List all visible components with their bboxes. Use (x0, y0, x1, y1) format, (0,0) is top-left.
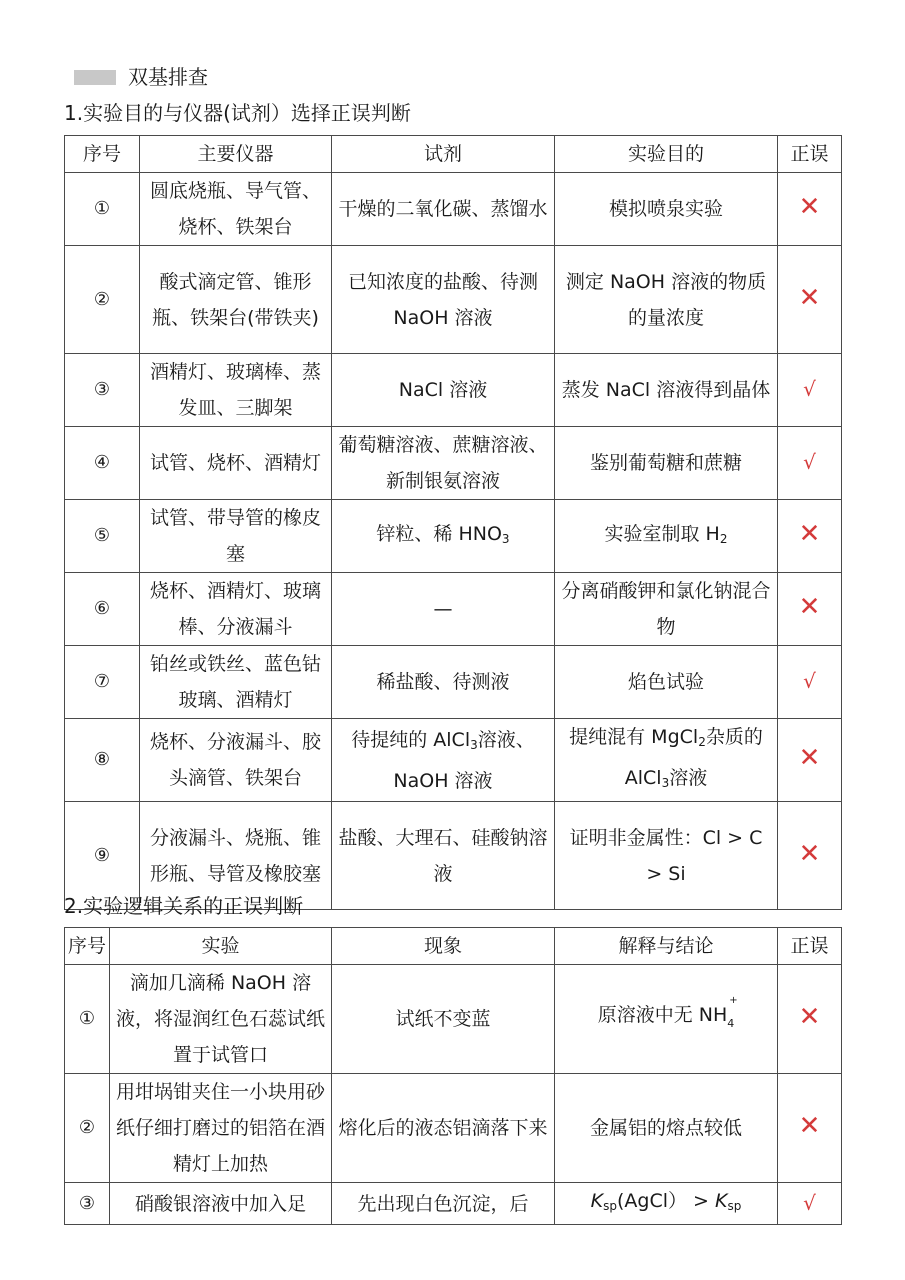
purpose-cell: 鉴别葡萄糖和蔗糖 (555, 427, 778, 500)
wrong-mark-icon: ✕ (798, 282, 821, 313)
purpose-cell: 蒸发 NaCl 溶液得到晶体 (555, 354, 778, 427)
table-row (65, 573, 842, 646)
verdict-cell (778, 427, 842, 500)
experiment-cell: 滴加几滴稀 NaOH 溶液，将湿润红色石蕊试纸置于试管口 (110, 965, 332, 1074)
experiment-cell: 用坩埚钳夹住一小块用砂纸仔细打磨过的铝箔在酒精灯上加热 (110, 1074, 332, 1183)
section1-table (64, 135, 842, 910)
table-row (65, 427, 842, 500)
wrong-mark-icon: ✕ (798, 1111, 821, 1141)
table-row (65, 1074, 842, 1183)
col-header-instruments: 主要仪器 (140, 136, 332, 173)
phenomenon-cell: 先出现白色沉淀，后 (332, 1183, 555, 1225)
table-header-row (65, 928, 842, 965)
table-row (65, 719, 842, 802)
wrong-mark-icon: ✕ (798, 192, 821, 222)
purpose-cell: 分离硝酸钾和氯化钠混合物 (555, 573, 778, 646)
col-header-number: 序号 (65, 928, 110, 965)
reagents-cell: 待提纯的 AlCl$_3$溶液、NaOH 溶液 (332, 719, 555, 802)
instruments-cell: 酸式滴定管、锥形瓶、铁架台(带铁夹) (140, 246, 332, 354)
purpose-cell: 测定 NaOH 溶液的物质的量浓度 (555, 246, 778, 354)
table-header-row (65, 136, 842, 173)
verdict-cell (778, 246, 842, 354)
col-header-number: 序号 (65, 136, 140, 173)
instruments-cell: 烧杯、酒精灯、玻璃棒、分液漏斗 (140, 573, 332, 646)
correct-mark-icon: √ (803, 669, 816, 693)
purpose-cell: 提纯混有 MgCl$_2$杂质的 AlCl$_3$溶液 (555, 719, 778, 802)
instruments-cell: 酒精灯、玻璃棒、蒸发皿、三脚架 (140, 354, 332, 427)
purpose-cell: 模拟喷泉实验 (555, 173, 778, 246)
col-header-conclusion: 解释与结论 (555, 928, 778, 965)
row-number: ③ (65, 1183, 110, 1225)
row-number: ④ (65, 427, 140, 500)
row-number: ⑤ (65, 500, 140, 573)
wrong-mark-icon: ✕ (798, 1002, 821, 1032)
wrong-mark-icon: ✕ (798, 838, 821, 869)
correct-mark-icon: √ (803, 377, 816, 401)
verdict-cell (778, 573, 842, 646)
purpose-cell: 证明非金属性：Cl > C > Si (555, 802, 778, 910)
row-number: ① (65, 173, 140, 246)
page-header-title: 双基排查 (128, 65, 208, 89)
table-row (65, 500, 842, 573)
col-header-verdict: 正误 (778, 136, 842, 173)
verdict-cell (778, 719, 842, 802)
table-row (65, 246, 842, 354)
col-header-phenomenon: 现象 (332, 928, 555, 965)
table-row (65, 173, 842, 246)
wrong-mark-icon: ✕ (798, 592, 821, 622)
verdict-cell (778, 646, 842, 719)
instruments-cell: 试管、带导管的橡皮塞 (140, 500, 332, 573)
col-header-purpose: 实验目的 (555, 136, 778, 173)
instruments-cell: 分液漏斗、烧瓶、锥形瓶、导管及橡胶塞 (140, 802, 332, 910)
reagents-cell: 盐酸、大理石、硅酸钠溶液 (332, 802, 555, 910)
conclusion-cell: $K_{sp}(AgCl) > K_{sp}$ (555, 1183, 778, 1225)
table-row (65, 965, 842, 1074)
header-decoration-bar (74, 70, 116, 85)
reagents-cell: 葡萄糖溶液、蔗糖溶液、新制银氨溶液 (332, 427, 555, 500)
col-header-experiment: 实验 (110, 928, 332, 965)
reagents-cell: 锌粒、稀 $HNO_3$ (332, 500, 555, 573)
phenomenon-cell: 试纸不变蓝 (332, 965, 555, 1074)
row-number: ⑦ (65, 646, 140, 719)
section2-title: 2.实验逻辑关系的正误判断 (64, 894, 304, 918)
table-row (65, 646, 842, 719)
reagents-cell: NaCl 溶液 (332, 354, 555, 427)
verdict-cell (778, 1183, 842, 1225)
reagents-cell: 干燥的二氧化碳、蒸馏水 (332, 173, 555, 246)
purpose-cell: 焰色试验 (555, 646, 778, 719)
instruments-cell: 烧杯、分液漏斗、胶头滴管、铁架台 (140, 719, 332, 802)
verdict-cell (778, 354, 842, 427)
section2-table (64, 927, 842, 1225)
conclusion-cell: 原溶液中无 NH + $_4$ (555, 965, 778, 1074)
instruments-cell: 铂丝或铁丝、蓝色钴玻璃、酒精灯 (140, 646, 332, 719)
wrong-mark-icon: ✕ (798, 519, 821, 549)
experiment-cell: 硝酸银溶液中加入足 (110, 1183, 332, 1225)
row-number: ② (65, 246, 140, 354)
table-row (65, 1183, 842, 1225)
reagents-cell: 稀盐酸、待测液 (332, 646, 555, 719)
reagents-cell: 已知浓度的盐酸、待测 NaOH 溶液 (332, 246, 555, 354)
phenomenon-cell: 熔化后的液态铝滴落下来 (332, 1074, 555, 1183)
verdict-cell (778, 500, 842, 573)
verdict-cell (778, 173, 842, 246)
instruments-cell: 试管、烧杯、酒精灯 (140, 427, 332, 500)
col-header-reagents: 试剂 (332, 136, 555, 173)
verdict-cell (778, 802, 842, 910)
verdict-cell (778, 965, 842, 1074)
row-number: ③ (65, 354, 140, 427)
row-number: ② (65, 1074, 110, 1183)
wrong-mark-icon: ✕ (798, 743, 821, 773)
row-number: ⑨ (65, 802, 140, 910)
col-header-verdict: 正误 (778, 928, 842, 965)
reagents-cell: — (332, 573, 555, 646)
correct-mark-icon: √ (803, 1190, 816, 1215)
instruments-cell: 圆底烧瓶、导气管、烧杯、铁架台 (140, 173, 332, 246)
verdict-cell (778, 1074, 842, 1183)
row-number: ⑧ (65, 719, 140, 802)
row-number: ① (65, 965, 110, 1074)
section1-title: 1.实验目的与仪器(试剂）选择正误判断 (64, 101, 411, 125)
row-number: ⑥ (65, 573, 140, 646)
table-row (65, 354, 842, 427)
purpose-cell: 实验室制取 $H_2$ (555, 500, 778, 573)
correct-mark-icon: √ (803, 450, 816, 474)
conclusion-cell: 金属铝的熔点较低 (555, 1074, 778, 1183)
